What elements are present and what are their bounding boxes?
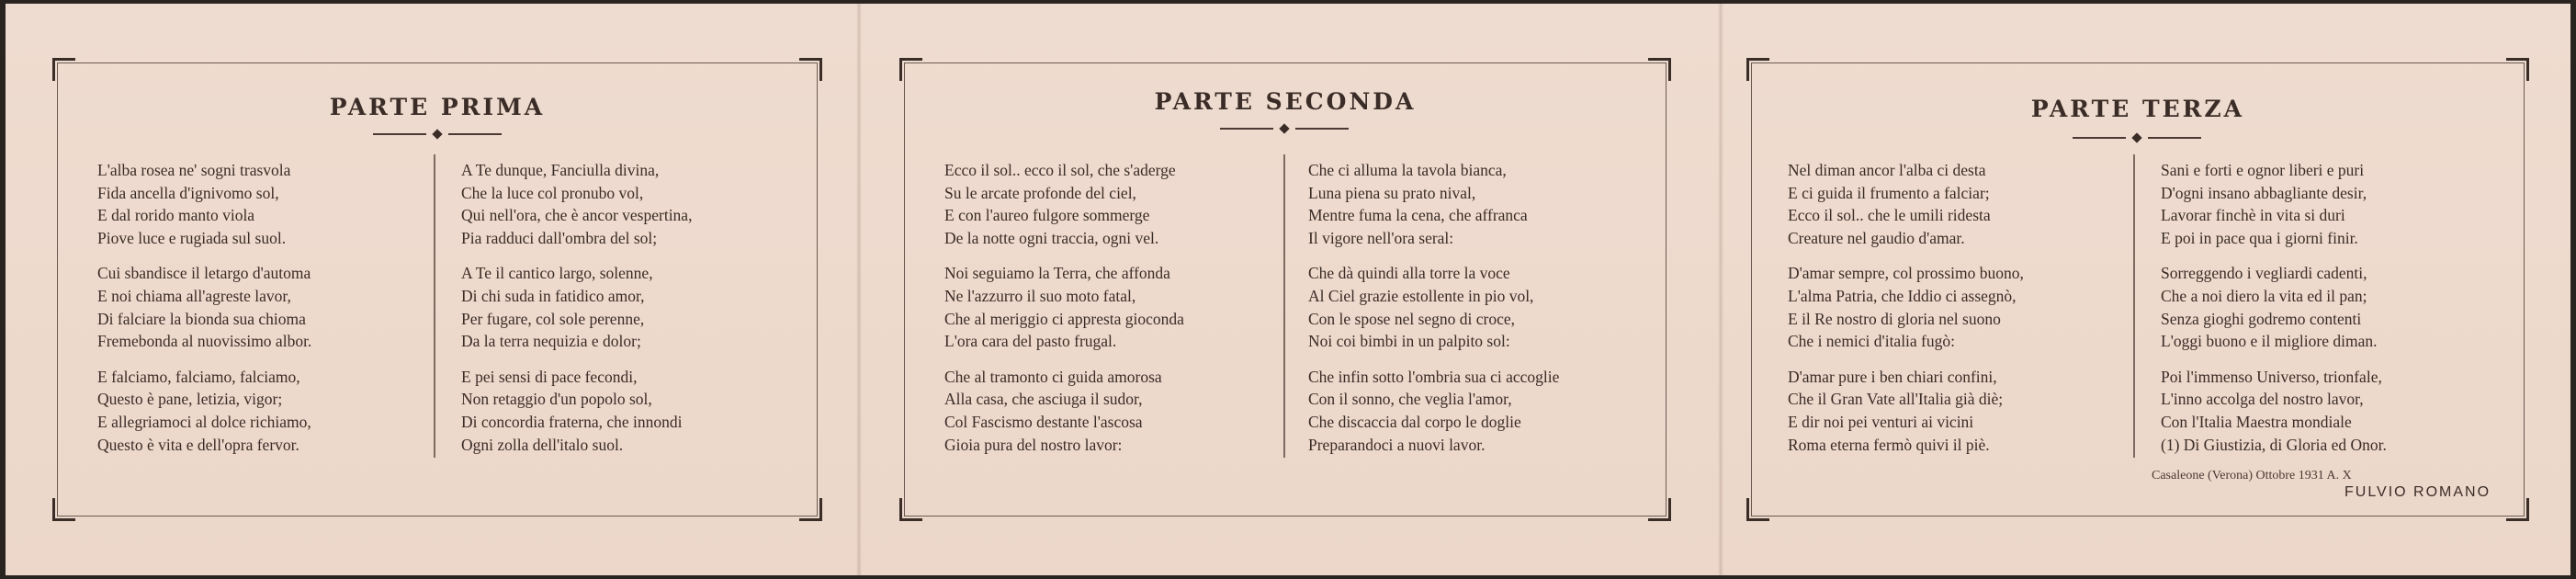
stanza [461,366,692,456]
stanza [461,262,692,352]
stanza [1788,262,2024,352]
verse-line: L'inno accolga del nostro lavor, [2161,390,2364,409]
stanza [1308,159,1559,249]
verse-line: Qui nell'ora, che è ancor vespertina, [461,206,693,225]
verse-line: L'alma Patria, che Iddio ci assegnò, [1788,286,2017,305]
verse-line: E ci guida il frumento a falciar; [1788,183,1990,202]
stanza [97,366,311,456]
verse-line: L'oggi buono e il migliore diman. [2161,332,2378,351]
verse-column-left [1788,159,2024,469]
verse-line: Che infin sotto l'ombria sua ci accoglie [1308,367,1560,386]
verse-line: E il Re nostro di gloria nel suono [1788,309,2001,328]
verse-line: Ecco il sol.. che le umili ridesta [1788,206,1991,225]
verse-line: Su le arcate profonde del ciel, [944,183,1136,202]
verse-line: Cui sbandisce il letargo d'automa [97,264,311,283]
verse-line: Sorreggendo i vegliardi cadenti, [2161,264,2367,283]
verse-line: Lavorar finchè in vita si duri [2161,206,2345,225]
frame-corner [1746,58,1769,81]
verse-column-right [1308,159,1559,469]
verse-line: Per fugare, col sole perenne, [461,309,645,328]
verse-line: Poi l'immenso Universo, trionfale, [2161,367,2382,386]
verse-line: Il vigore nell'ora seral: [1308,228,1454,247]
verse-column-left [944,159,1184,469]
stanza [2161,262,2387,352]
stanza [97,262,311,352]
verse-line: Ne l'azzurro il suo moto fatal, [944,286,1136,305]
verse-line: Preparandoci a nuovi lavor. [1308,435,1486,454]
verse-line: Alla casa, che asciuga il sudor, [944,390,1143,409]
verse-line: D'ogni insano abbagliante desir, [2161,183,2367,202]
verse-line: Fremebonda al nuovissimo albor. [97,332,312,351]
verse-line: Che a noi diero la vita ed il pan; [2161,286,2367,305]
verse-column-left [97,159,311,469]
ornament [2073,134,2201,142]
panel-title: PARTE PRIMA [329,94,546,120]
author-signature: FULVIO ROMANO [2344,484,2491,500]
verse-line: E falciamo, falciamo, falciamo, [97,367,300,386]
frame-corner [52,498,75,521]
verse-line: Fida ancella d'ignivomo sol, [97,183,279,202]
verse-line: A Te il cantico largo, solenne, [461,264,653,283]
stanza [1308,262,1559,352]
verse-line: Che ci alluma la tavola bianca, [1308,161,1507,179]
stanza [2161,159,2387,249]
verse-line: Ogni zolla dell'italo suol. [461,435,624,454]
verse-line: D'amar sempre, col prossimo buono, [1788,264,2024,283]
stanza [1788,159,2024,249]
ornament [373,131,502,138]
verse-column-right [461,159,692,469]
frame-corner [799,498,822,521]
verse-line: Roma eterna fermò quivi il piè. [1788,435,1990,454]
verse-line: Che la luce col pronubo vol, [461,183,644,202]
verse-line: Gioia pura del nostro lavor: [944,435,1123,454]
verse-line: E pei sensi di pace fecondi, [461,367,638,386]
verse-line: L'alba rosea ne' sogni trasvola [97,161,291,179]
frame-corner [1648,498,1671,521]
fold-line [1718,4,1723,575]
verse-line: E allegriamoci al dolce richiamo, [97,412,311,431]
verse-line: Ecco il sol.. ecco il sol, che s'aderge [944,161,1176,179]
place-date-note: Casaleone (Verona) Ottobre 1931 A. X [2152,469,2352,482]
verse-line: E dal rorido manto viola [97,206,255,225]
verse-line: Senza gioghi godremo contenti [2161,309,2362,328]
frame-corner [899,58,922,81]
verse-line: E dir noi pei venturi ai vicini [1788,412,1974,431]
verse-line: A Te dunque, Fanciulla divina, [461,161,660,179]
panel-parte-terza [1751,62,2525,517]
frame-corner [2506,498,2529,521]
frame-corner [52,58,75,81]
verse-line: Piove luce e rugiada sul suol. [97,228,287,247]
panel-title: PARTE SECONDA [1154,88,1417,115]
frame-corner [1648,58,1671,81]
verse-line: De la notte ogni traccia, ogni vel. [944,228,1159,247]
verse-line: Da la terra nequizia e dolor; [461,332,641,351]
stanza [461,159,692,249]
column-divider [434,154,435,458]
verse-line: L'ora cara del pasto frugal. [944,332,1117,351]
verse-line: Di chi suda in fatidico amor, [461,286,645,305]
verse-line: Che i nemici d'italia fugò: [1788,332,1955,351]
verse-line: Mentre fuma la cena, che affranca [1308,206,1528,225]
frame-corner [2506,58,2529,81]
stanza [97,159,311,249]
verse-line: Che al meriggio ci appresta gioconda [944,309,1184,328]
verse-line: E con l'aureo fulgore sommerge [944,206,1150,225]
verse-line: Al Ciel grazie estollente in pio vol, [1308,286,1534,305]
verse-line: Che dà quindi alla torre la voce [1308,264,1510,283]
stanza [944,262,1184,352]
column-divider [1283,154,1285,458]
verse-line: Con il sonno, che veglia l'amor, [1308,390,1512,409]
verse-column-right [2161,159,2387,469]
verse-line: Pia radduci dall'ombra del sol; [461,228,658,247]
panel-title: PARTE TERZA [2030,96,2245,122]
stanza [944,159,1184,249]
verse-line: D'amar pure i ben chiari confini, [1788,367,1997,386]
verse-line: Con l'Italia Maestra mondiale [2161,412,2352,431]
column-divider [2133,154,2135,458]
frame-corner [1746,498,1769,521]
stanza [2161,366,2387,456]
verse-line: Di falciare la bionda sua chioma [97,309,306,328]
verse-line: Luna piena su prato nival, [1308,183,1476,202]
verse-line: Che discaccia dal corpo le doglie [1308,412,1521,431]
fold-line [856,4,862,575]
verse-line: Di concordia fraterna, che innondi [461,412,683,431]
verse-line: Questo è pane, letizia, vigor; [97,390,283,409]
verse-line: Noi seguiamo la Terra, che affonda [944,264,1170,283]
verse-line: Che il Gran Vate all'Italia già diè; [1788,390,2004,409]
verse-line: (1) Di Giustizia, di Gloria ed Onor. [2161,435,2387,454]
stanza [944,366,1184,456]
panel-parte-prima [57,62,818,517]
verse-line: Sani e forti e ognor liberi e puri [2161,161,2365,179]
ornament [1220,125,1349,132]
verse-line: Col Fascismo destante l'ascosa [944,412,1143,431]
frame-corner [899,498,922,521]
verse-line: Che al tramonto ci guida amorosa [944,367,1162,386]
verse-line: Nel diman ancor l'alba ci desta [1788,161,1986,179]
verse-line: Questo è vita e dell'opra fervor. [97,435,299,454]
panel-parte-seconda [904,62,1666,517]
verse-line: Noi coi bimbi in un palpito sol: [1308,332,1510,351]
stanza [1788,366,2024,456]
verse-line: E noi chiama all'agreste lavor, [97,286,291,305]
verse-line: E poi in pace qua i giorni finir. [2161,228,2358,247]
frame-corner [799,58,822,81]
verse-line: Non retaggio d'un popolo sol, [461,390,652,409]
stanza [1308,366,1559,456]
verse-line: Creature nel gaudio d'amar. [1788,228,1965,247]
verse-line: Con le spose nel segno di croce, [1308,309,1516,328]
